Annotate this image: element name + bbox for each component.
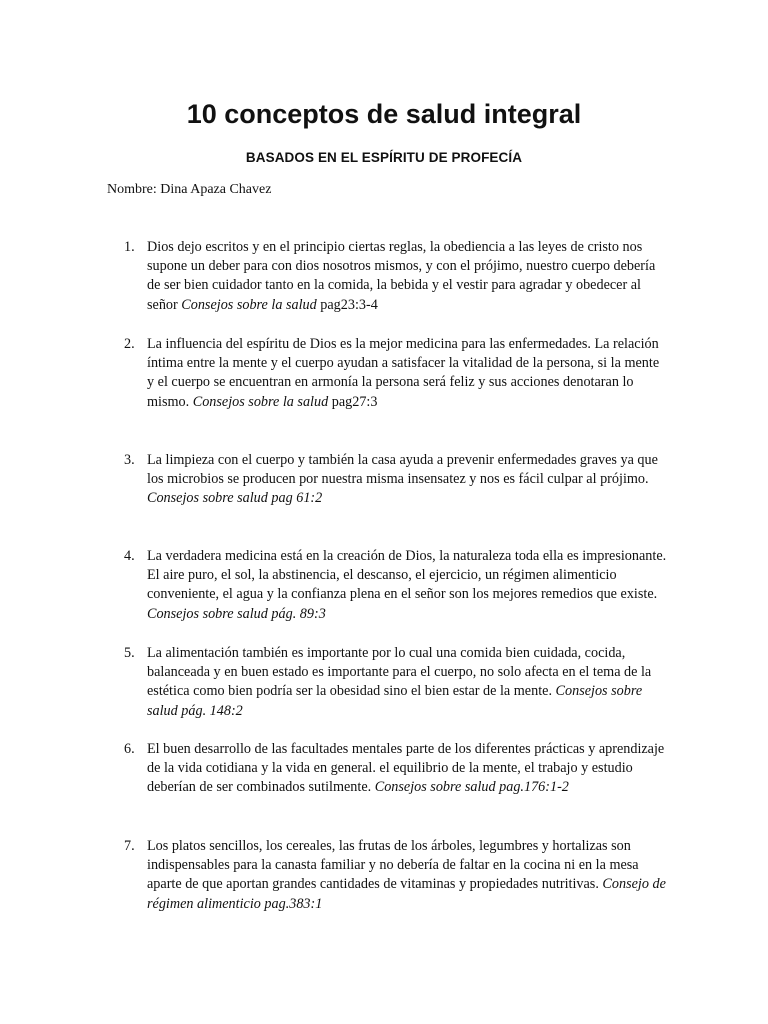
list-item xyxy=(124,740,669,798)
item-reference: Consejos sobre la salud xyxy=(192,393,329,410)
page-subtitle: BASADOS EN EL ESPÍRITU DE PROFECÍA xyxy=(245,150,523,165)
item-text: La limpieza con el cuerpo y también la casa ayuda a prevenir enfermedades graves ya que los microbios se producen por nuestra misma insensatez y nos es fácil culpar al prójimo. xyxy=(147,452,658,488)
list-item xyxy=(124,837,669,914)
item-number: 2. xyxy=(124,336,135,352)
item-reference-page: pag23:3-4 xyxy=(316,296,378,313)
item-text: Los platos sencillos, los cereales, las frutas de los árboles, legumbres y hortalizas son indispensables para la canasta familiar y no debería de faltar en la cocina ni en la mesa aparte de que aportan grandes cantidades de vitaminas y propiedades nutritivas. xyxy=(147,838,639,893)
item-text: La verdadera medicina está en la creación de Dios, la naturaleza toda ella es impresionante. El aire puro, el sol, la abstinencia, el descanso, el ejercicio, un régimen alimenticio conveniente, el agua y la confianza plena en el señor son los mejores remedios que existe. xyxy=(147,548,667,603)
item-reference: Consejo de régimen alimenticio pag.383:1 xyxy=(147,876,666,912)
list-item xyxy=(124,335,669,412)
item-reference: Consejos sobre salud pag.176:1-2 xyxy=(374,779,569,796)
item-number: 4. xyxy=(124,548,135,564)
item-number: 5. xyxy=(124,645,135,661)
list-item xyxy=(124,451,669,509)
item-text-block xyxy=(147,644,669,721)
item-number: 7. xyxy=(124,838,135,854)
author-name: Nombre: Dina Apaza Chavez xyxy=(107,182,272,197)
page-title: 10 conceptos de salud integral xyxy=(186,99,582,129)
item-text: Dios dejo escritos y en el principio ciertas reglas, la obediencia a las leyes de cristo nos supone un deber para con dios nosotros mismos, y con el prójimo, nuestro cuerpo debería de ser bien cuidador tanto en la comida, la bebida y el vestir para agradar y obedecer al señor xyxy=(147,239,656,313)
item-reference-page: pag27:3 xyxy=(328,393,378,410)
item-text: La alimentación también es importante por lo cual una comida bien cuidada, cocida, balanceada y en buen estado es importante para el cuerpo, no solo afecta en el tema de la estética como bien podría ser la obesidad sino el bien estar de la mente. xyxy=(147,645,652,700)
list-item xyxy=(124,644,669,721)
list-item xyxy=(124,238,669,315)
item-reference: Consejos sobre salud pag 61:2 xyxy=(147,490,323,507)
item-reference: Consejos sobre salud pág. 148:2 xyxy=(147,683,643,719)
item-text-block xyxy=(147,837,669,914)
item-text: El buen desarrollo de las facultades mentales parte de los diferentes prácticas y aprendizaje de la vida cotidiana y la vida en general. el equilibrio de la mente, el trabajo y estudio deberían de ser combinados sutilmente. xyxy=(147,741,665,796)
item-text-block xyxy=(147,547,669,624)
item-text: La influencia del espíritu de Dios es la mejor medicina para las enfermedades. La relación íntima entre la mente y el cuerpo ayudan a satisfacer la vitalidad de la persona, si la mente y el cuerpo se encuentran en armonía la persona será feliz y sus acciones denotaran lo mismo. xyxy=(147,336,660,410)
item-number: 3. xyxy=(124,452,135,468)
item-text-block xyxy=(147,740,669,798)
item-text-block xyxy=(147,238,669,315)
list-item xyxy=(124,547,669,624)
item-reference: Consejos sobre la salud xyxy=(181,296,317,313)
item-reference: Consejos sobre salud pág. 89:3 xyxy=(147,605,326,622)
item-number: 6. xyxy=(124,741,135,757)
item-text-block xyxy=(147,451,669,509)
item-text-block xyxy=(147,335,669,412)
item-number: 1. xyxy=(124,239,135,255)
